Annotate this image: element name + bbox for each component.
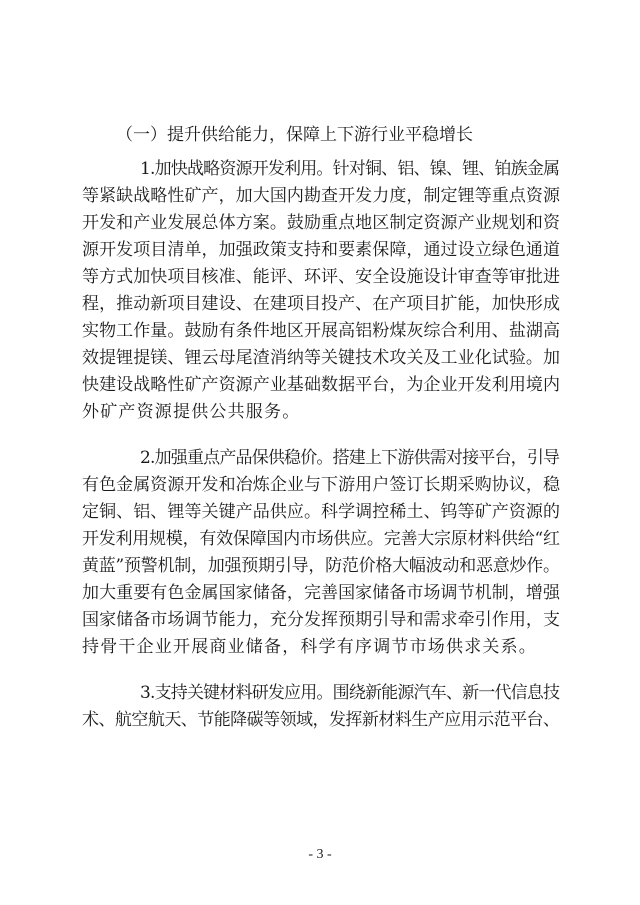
paragraph-2-line-3: 定铜、铝、锂等关键产品供应。科学调控稀土、钨等矿产资源的 bbox=[82, 502, 561, 522]
paragraph-1-line-1: 1.加快战略资源开发利用。针对铜、铝、镍、锂、铂族金属 bbox=[140, 159, 560, 179]
paragraph-2-line-2: 有色金属资源开发和冶炼企业与下游用户签订长期采购协议，稳 bbox=[82, 475, 561, 495]
paragraph-2-line-8: 持骨干企业开展商业储备，科学有序调节市场供求关系。 bbox=[82, 637, 537, 657]
paragraph-1-line-7: 实物工作量。鼓励有条件地区开展高铝粉煤灰综合利用、盐湖高 bbox=[82, 321, 561, 341]
paragraph-1-line-9: 快建设战略性矿产资源产业基础数据平台，为企业开发利用境内 bbox=[82, 375, 561, 395]
paragraph-2-line-6: 加大重要有色金属国家储备，完善国家储备市场调节机制，增强 bbox=[82, 583, 561, 603]
paragraph-1-line-2: 等紧缺战略性矿产，加大国内勘查开发力度，制定锂等重点资源 bbox=[82, 186, 561, 206]
paragraph-1-line-3: 开发和产业发展总体方案。鼓励重点地区制定资源产业规划和资 bbox=[82, 213, 561, 233]
page-number: - 3 - bbox=[308, 847, 332, 862]
paragraph-1-line-8: 效提锂提镁、锂云母尾渣消纳等关键技术攻关及工业化试验。加 bbox=[82, 348, 561, 368]
paragraph-2-line-5: 黄蓝”预警机制，加强预期引导，防范价格大幅波动和恶意炒作。 bbox=[82, 556, 560, 576]
paragraph-2-line-1: 2.加强重点产品保供稳价。搭建上下游供需对接平台，引导 bbox=[140, 448, 560, 468]
paragraph-2-line-7: 国家储备市场调节能力，充分发挥预期引导和需求牵引作用，支 bbox=[82, 610, 561, 630]
paragraph-1-line-10: 外矿产资源提供公共服务。 bbox=[82, 402, 301, 422]
paragraph-2-line-4: 开发利用规模，有效保障国内市场供应。完善大宗原材料供给“红 bbox=[82, 529, 560, 549]
paragraph-1-line-4: 源开发项目清单，加强政策支持和要素保障，通过设立绿色通道 bbox=[82, 240, 561, 260]
paragraph-1-line-6: 程，推动新项目建设、在建项目投产、在产项目扩能，加快形成 bbox=[82, 294, 561, 314]
paragraph-3-line-1: 3.支持关键材料研发应用。围绕新能源汽车、新一代信息技 bbox=[140, 683, 560, 703]
paragraph-3-line-2: 术、航空航天、节能降碳等领域，发挥新材料生产应用示范平台、 bbox=[82, 710, 560, 730]
paragraph-1-line-5: 等方式加快项目核准、能评、环评、安全设施设计审查等审批进 bbox=[82, 267, 561, 287]
section-heading: （一）提升供给能力，保障上下游行业平稳增长 bbox=[116, 125, 473, 145]
